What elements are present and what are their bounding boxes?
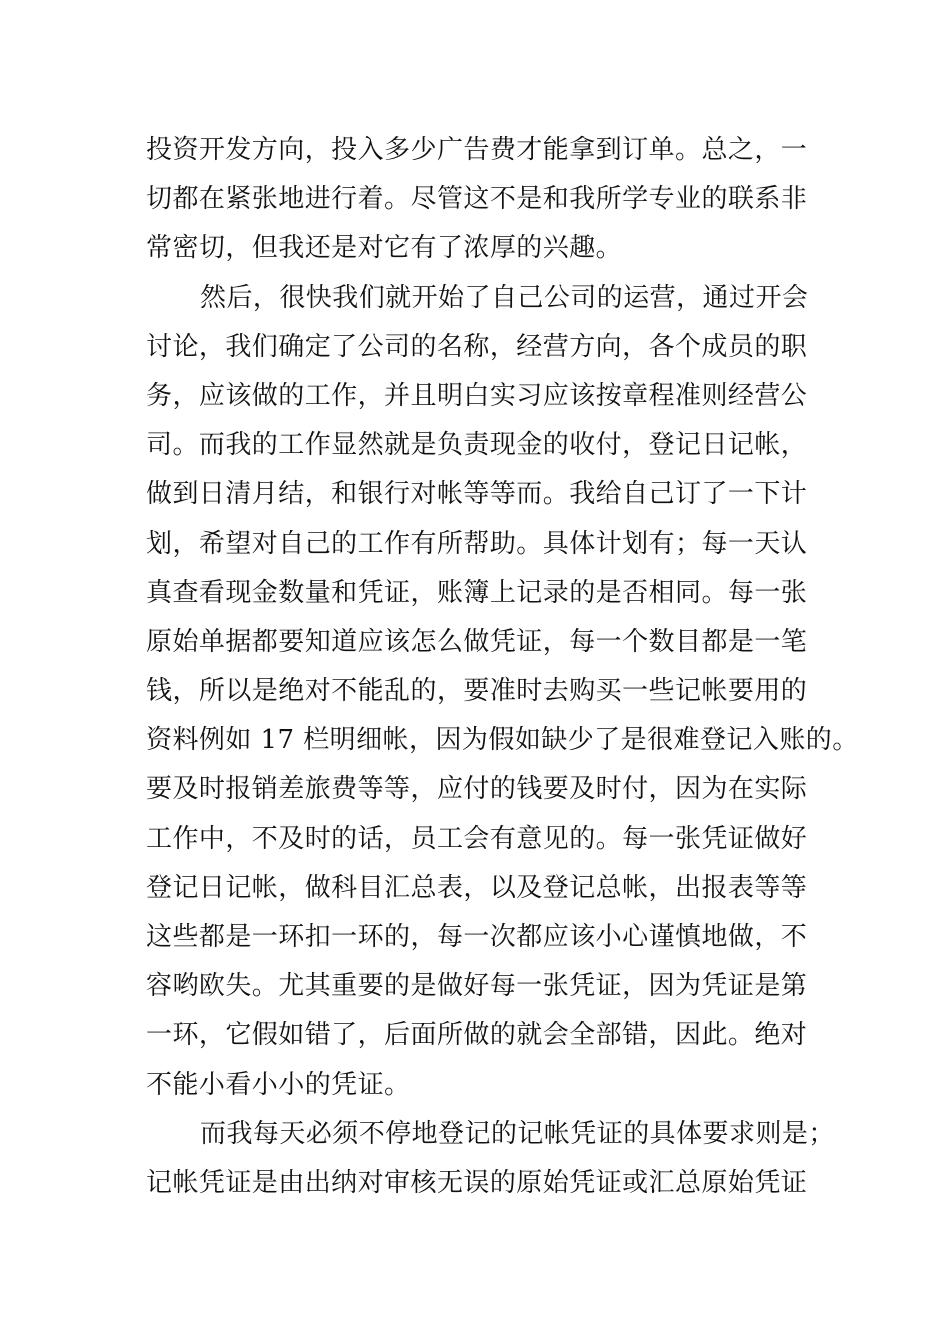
text-line: 工作中，不及时的话，员工会有意见的。每一张凭证做好 — [146, 823, 808, 854]
text-line: 这些都是一环扣一环的，每一次都应该小心谨慎地做，不 — [146, 922, 808, 952]
text-line: 资料例如 17 栏明细帐，因为假如缺少了是很难登记入账的。 — [146, 725, 859, 756]
text-line: 登记日记帐，做科目汇总表，以及登记总帐，出报表等等 — [146, 872, 808, 903]
text-line: 要及时报销差旅费等等，应付的钱要及时付，因为在实际 — [146, 774, 808, 805]
text-line: 原始单据都要知道应该怎么做凭证，每一个数目都是一笔 — [146, 626, 808, 657]
text-line: 记帐凭证是由出纳对审核无误的原始凭证或汇总原始凭证 — [146, 1167, 808, 1198]
paragraph-start-line: 而我每天必须不停地登记的记帐凭证的具体要求则是； — [200, 1118, 835, 1149]
text-line: 司。而我的工作显然就是负责现金的收付，登记日记帐， — [146, 430, 808, 461]
text-line: 一环，它假如错了，后面所做的就会全部错，因此。绝对 — [146, 1020, 808, 1051]
text-line: 划，希望对自己的工作有所帮助。具体计划有；每一天认 — [146, 528, 808, 559]
text-line: 做到日清月结，和银行对帐等等而。我给自己订了一下计 — [146, 479, 808, 510]
text-line: 讨论，我们确定了公司的名称，经营方向，各个成员的职 — [146, 331, 808, 362]
text-line: 务，应该做的工作，并且明白实习应该按章程准则经营公 — [146, 380, 808, 411]
text-line: 钱，所以是绝对不能乱的，要准时去购买一些记帐要用的 — [146, 676, 808, 707]
text-line: 容哟欧失。尤其重要的是做好每一张凭证，因为凭证是第 — [146, 971, 808, 1002]
text-line: 常密切，但我还是对它有了浓厚的兴趣。 — [146, 233, 623, 264]
text-line: 真查看现金数量和凭证，账簿上记录的是否相同。每一张 — [146, 577, 808, 608]
text-line: 投资开发方向，投入多少广告费才能拿到订单。总之，一 — [146, 135, 808, 165]
paragraph-start-line: 然后，很快我们就开始了自己公司的运营，通过开会 — [200, 282, 809, 313]
body-text — [146, 126, 859, 1208]
text-line: 切都在紧张地进行着。尽管这不是和我所学专业的联系非 — [146, 184, 808, 215]
text-line: 不能小看小小的凭证。 — [146, 1069, 411, 1100]
